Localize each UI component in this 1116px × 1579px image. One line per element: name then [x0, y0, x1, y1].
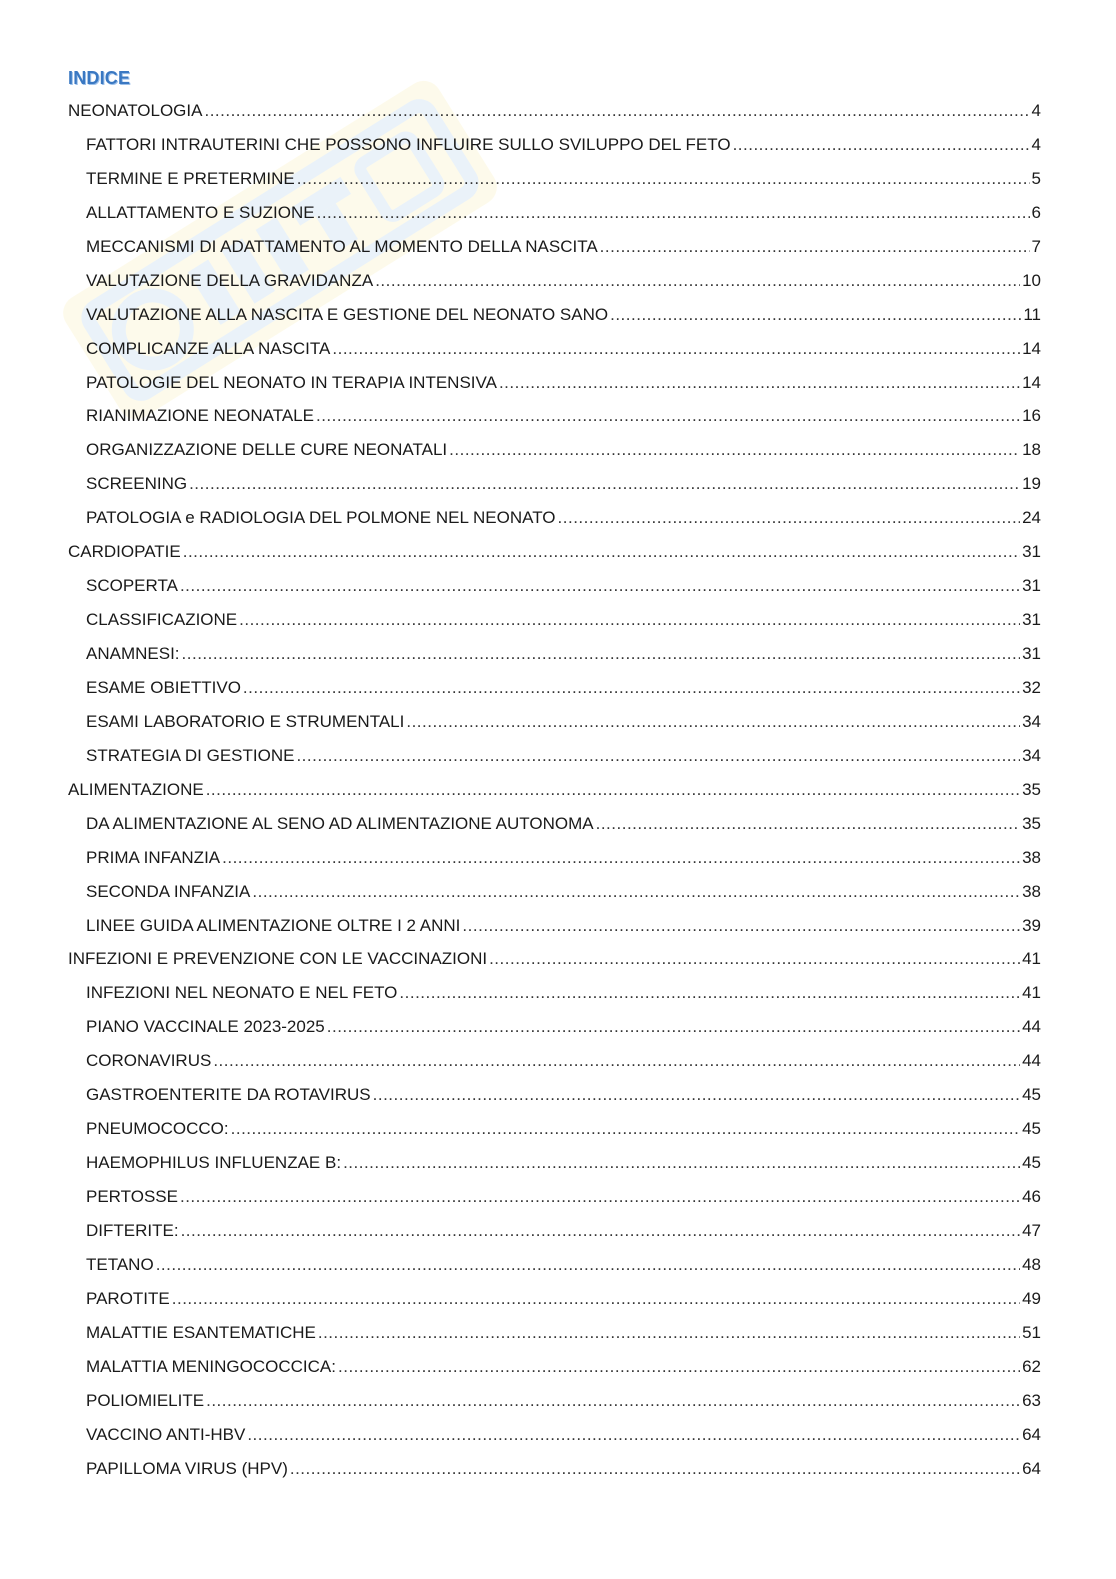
- toc-section-entry[interactable]: [68, 1112, 1041, 1146]
- toc-section-entry[interactable]: [68, 196, 1041, 230]
- toc-dot-leader: [239, 603, 1020, 637]
- toc-section-entry[interactable]: [68, 976, 1041, 1010]
- toc-section-entry[interactable]: [68, 1214, 1041, 1248]
- toc-section-entry[interactable]: [68, 366, 1041, 400]
- toc-section-entry[interactable]: [68, 1044, 1041, 1078]
- toc-section-entry[interactable]: [68, 705, 1041, 739]
- toc-section-entry[interactable]: [68, 1078, 1041, 1112]
- toc-dot-leader: [183, 535, 1020, 569]
- toc-entry-label: VALUTAZIONE ALLA NASCITA E GESTIONE DEL NEONATO SANO: [86, 304, 609, 324]
- toc-dot-leader: [332, 332, 1020, 366]
- toc-entry-label: DIFTERITE:: [86, 1220, 179, 1240]
- toc-entry-label: ORGANIZZAZIONE DELLE CURE NEONATALI: [86, 440, 448, 460]
- toc-entry-page-number: 64: [1022, 1424, 1041, 1444]
- toc-section-entry[interactable]: [68, 1180, 1041, 1214]
- toc-entry-page-number: 5: [1031, 168, 1041, 188]
- toc-entry-page-number: 24: [1022, 508, 1041, 528]
- toc-dot-leader: [181, 1214, 1021, 1248]
- toc-entry-page-number: 38: [1022, 847, 1041, 867]
- toc-section-entry[interactable]: [68, 264, 1041, 298]
- toc-section-entry[interactable]: [68, 162, 1041, 196]
- toc-entry-page-number: 41: [1022, 983, 1041, 1003]
- toc-entry-page-number: 35: [1022, 813, 1041, 833]
- toc-dot-leader: [596, 807, 1020, 841]
- toc-entry-page-number: 51: [1022, 1322, 1041, 1342]
- toc-entry-page-number: 18: [1022, 440, 1041, 460]
- toc-dot-leader: [213, 1044, 1020, 1078]
- toc-section-entry[interactable]: [68, 909, 1041, 943]
- toc-dot-leader: [317, 196, 1030, 230]
- toc-dot-leader: [204, 94, 1029, 128]
- toc-entry-page-number: 62: [1022, 1356, 1041, 1376]
- toc-chapter-entry[interactable]: [68, 773, 1041, 807]
- toc-entry-page-number: 39: [1022, 915, 1041, 935]
- toc-entry-label: CORONAVIRUS: [86, 1051, 212, 1071]
- toc-entry-page-number: 45: [1022, 1119, 1041, 1139]
- toc-dot-leader: [733, 128, 1030, 162]
- toc-section-entry[interactable]: [68, 1146, 1041, 1180]
- toc-entry-label: PAROTITE: [86, 1288, 170, 1308]
- toc-entry-label: PIANO VACCINALE 2023-2025: [86, 1017, 325, 1037]
- toc-entry-label: INFEZIONI E PREVENZIONE CON LE VACCINAZIONI: [68, 949, 488, 969]
- toc-entry-page-number: 4: [1031, 134, 1041, 154]
- toc-dot-leader: [375, 264, 1020, 298]
- toc-dot-leader: [222, 841, 1020, 875]
- toc-entry-label: GASTROENTERITE DA ROTAVIRUS: [86, 1085, 371, 1105]
- toc-entry-page-number: 6: [1031, 202, 1041, 222]
- toc-dot-leader: [489, 942, 1020, 976]
- toc-entry-label: INFEZIONI NEL NEONATO E NEL FETO: [86, 983, 398, 1003]
- toc-dot-leader: [449, 433, 1020, 467]
- toc-entry-label: FATTORI INTRAUTERINI CHE POSSONO INFLUIRE SULLO SVILUPPO DEL FETO: [86, 134, 731, 154]
- toc-entry-page-number: 34: [1022, 711, 1041, 731]
- toc-entry-label: ESAMI LABORATORIO E STRUMENTALI: [86, 711, 405, 731]
- toc-entry-label: LINEE GUIDA ALIMENTAZIONE OLTRE I 2 ANNI: [86, 915, 461, 935]
- toc-entry-page-number: 31: [1022, 542, 1041, 562]
- toc-dot-leader: [343, 1146, 1020, 1180]
- toc-entry-label: PATOLOGIE DEL NEONATO IN TERAPIA INTENSIVA: [86, 372, 497, 392]
- toc-entry-page-number: 11: [1023, 304, 1041, 324]
- toc-section-entry[interactable]: [68, 230, 1041, 264]
- toc-entry-label: PERTOSSE: [86, 1187, 178, 1206]
- toc-section-entry[interactable]: [68, 1316, 1041, 1350]
- toc-section-entry[interactable]: [68, 467, 1041, 501]
- toc-entry-label: VACCINO ANTI-HBV: [86, 1424, 246, 1444]
- toc-entry-label: PRIMA INFANZIA: [86, 847, 221, 867]
- toc-dot-leader: [243, 671, 1020, 705]
- toc-entry-label: ALIMENTAZIONE: [68, 779, 204, 799]
- toc-entry-label: PNEUMOCOCCO:: [86, 1119, 229, 1139]
- toc-entry-page-number: 44: [1022, 1051, 1041, 1071]
- toc-dot-leader: [290, 1452, 1020, 1486]
- toc-entry-label: TERMINE E PRETERMINE: [86, 168, 295, 188]
- toc-section-entry[interactable]: [68, 128, 1041, 162]
- toc-entry-label: MALATTIA MENINGOCOCCICA:: [86, 1356, 336, 1376]
- toc-entry-label: COMPLICANZE ALLA NASCITA: [86, 338, 331, 358]
- toc-dot-leader: [600, 230, 1030, 264]
- toc-entry-page-number: 16: [1022, 406, 1041, 426]
- toc-section-entry[interactable]: [68, 569, 1041, 603]
- toc-section-entry[interactable]: [68, 399, 1041, 433]
- toc-section-entry[interactable]: [68, 298, 1041, 332]
- toc-dot-leader: [399, 976, 1020, 1010]
- toc-section-entry[interactable]: [68, 1248, 1041, 1282]
- toc-dot-leader: [296, 739, 1020, 773]
- toc-dot-leader: [338, 1350, 1020, 1384]
- toc-entry-label: SCREENING: [86, 474, 188, 494]
- toc-dot-leader: [558, 501, 1021, 535]
- toc-entry-page-number: 7: [1031, 236, 1041, 256]
- toc-section-entry[interactable]: [68, 841, 1041, 875]
- toc-entry-label: HAEMOPHILUS INFLUENZAE B:: [86, 1153, 342, 1173]
- toc-dot-leader: [172, 1282, 1020, 1316]
- toc-dot-leader: [182, 637, 1021, 671]
- toc-entry-page-number: 32: [1022, 677, 1041, 697]
- toc-section-entry[interactable]: [68, 875, 1041, 909]
- toc-entry-label: ANAMNESI:: [86, 644, 180, 663]
- toc-entry-label: STRATEGIA DI GESTIONE: [86, 745, 295, 765]
- toc-entry-page-number: 31: [1022, 576, 1041, 596]
- toc-entry-page-number: 31: [1022, 644, 1041, 663]
- toc-entry-label: PATOLOGIA e RADIOLOGIA DEL POLMONE NEL NEONATO: [86, 508, 556, 528]
- toc-section-entry[interactable]: [68, 1010, 1041, 1044]
- toc-section-entry[interactable]: [68, 1452, 1041, 1486]
- toc-entry-page-number: 63: [1022, 1390, 1041, 1410]
- toc-dot-leader: [297, 162, 1030, 196]
- toc-entry-page-number: 31: [1022, 610, 1041, 630]
- toc-entry-label: CARDIOPATIE: [68, 542, 181, 562]
- toc-dot-leader: [180, 1180, 1020, 1214]
- toc-dot-leader: [206, 773, 1020, 807]
- toc-entry-label: DA ALIMENTAZIONE AL SENO AD ALIMENTAZIONE AUTONOMA: [86, 813, 594, 833]
- toc-dot-leader: [231, 1112, 1020, 1146]
- toc-entry-label: CLASSIFICAZIONE: [86, 610, 238, 630]
- toc-entry-page-number: 44: [1022, 1017, 1041, 1037]
- toc-dot-leader: [499, 366, 1020, 400]
- toc-section-entry[interactable]: [68, 1282, 1041, 1316]
- toc-section-entry[interactable]: [68, 1418, 1041, 1452]
- toc-dot-leader: [247, 1418, 1020, 1452]
- toc-entry-label: SCOPERTA: [86, 576, 178, 596]
- toc-section-entry[interactable]: [68, 637, 1041, 671]
- toc-entry-page-number: 48: [1022, 1254, 1041, 1274]
- toc-entry-page-number: 14: [1022, 372, 1041, 392]
- toc-dot-leader: [327, 1010, 1020, 1044]
- toc-entry-page-number: 46: [1022, 1187, 1041, 1206]
- toc-section-entry[interactable]: [68, 603, 1041, 637]
- toc-entry-label: SECONDA INFANZIA: [86, 881, 251, 901]
- toc-dot-leader: [373, 1078, 1020, 1112]
- toc-entry-page-number: 49: [1022, 1288, 1041, 1308]
- toc-entry-label: MALATTIE ESANTEMATICHE: [86, 1322, 316, 1342]
- toc-list: [68, 94, 1041, 1485]
- toc-section-entry[interactable]: [68, 807, 1041, 841]
- toc-entry-page-number: 19: [1022, 474, 1041, 494]
- toc-entry-page-number: 45: [1022, 1085, 1041, 1105]
- toc-entry-label: POLIOMIELITE: [86, 1390, 205, 1410]
- toc-section-entry[interactable]: [68, 739, 1041, 773]
- toc-section-entry[interactable]: [68, 1350, 1041, 1384]
- toc-dot-leader: [610, 298, 1021, 332]
- toc-dot-leader: [189, 467, 1020, 501]
- toc-section-entry[interactable]: [68, 671, 1041, 705]
- toc-dot-leader: [406, 705, 1020, 739]
- toc-dot-leader: [180, 569, 1020, 603]
- toc-entry-label: TETANO: [86, 1254, 154, 1274]
- toc-title: INDICE: [68, 68, 131, 88]
- toc-entry-page-number: 14: [1022, 338, 1041, 358]
- toc-chapter-entry[interactable]: [68, 94, 1041, 128]
- toc-section-entry[interactable]: [68, 501, 1041, 535]
- toc-entry-label: NEONATOLOGIA: [68, 101, 203, 120]
- toc-entry-page-number: 41: [1022, 949, 1041, 969]
- toc-section-entry[interactable]: [68, 332, 1041, 366]
- toc-entry-page-number: 35: [1022, 779, 1041, 799]
- toc-dot-leader: [156, 1248, 1020, 1282]
- toc-dot-leader: [462, 909, 1020, 943]
- toc-entry-label: PAPILLOMA VIRUS (HPV): [86, 1458, 288, 1478]
- toc-entry-label: ALLATTAMENTO E SUZIONE: [86, 202, 315, 222]
- toc-section-entry[interactable]: [68, 1384, 1041, 1418]
- toc-entry-label: VALUTAZIONE DELLA GRAVIDANZA: [86, 270, 374, 290]
- toc-section-entry[interactable]: [68, 433, 1041, 467]
- toc-entry-page-number: 4: [1031, 101, 1041, 120]
- toc-entry-page-number: 38: [1022, 881, 1041, 901]
- toc-entry-label: MECCANISMI DI ADATTAMENTO AL MOMENTO DELLA NASCITA: [86, 236, 598, 256]
- toc-entry-label: ESAME OBIETTIVO: [86, 677, 241, 697]
- toc-entry-page-number: 45: [1022, 1153, 1041, 1173]
- toc-entry-label: RIANIMAZIONE NEONATALE: [86, 406, 314, 426]
- toc-chapter-entry[interactable]: [68, 942, 1041, 976]
- toc-entry-page-number: 10: [1022, 270, 1041, 290]
- toc-dot-leader: [316, 399, 1020, 433]
- toc-dot-leader: [252, 875, 1020, 909]
- toc-entry-page-number: 47: [1022, 1220, 1041, 1240]
- toc-dot-leader: [318, 1316, 1020, 1350]
- toc-dot-leader: [206, 1384, 1020, 1418]
- toc-entry-page-number: 64: [1022, 1458, 1041, 1478]
- toc-entry-page-number: 34: [1022, 745, 1041, 765]
- table-of-contents: [68, 64, 1041, 1485]
- toc-chapter-entry[interactable]: [68, 535, 1041, 569]
